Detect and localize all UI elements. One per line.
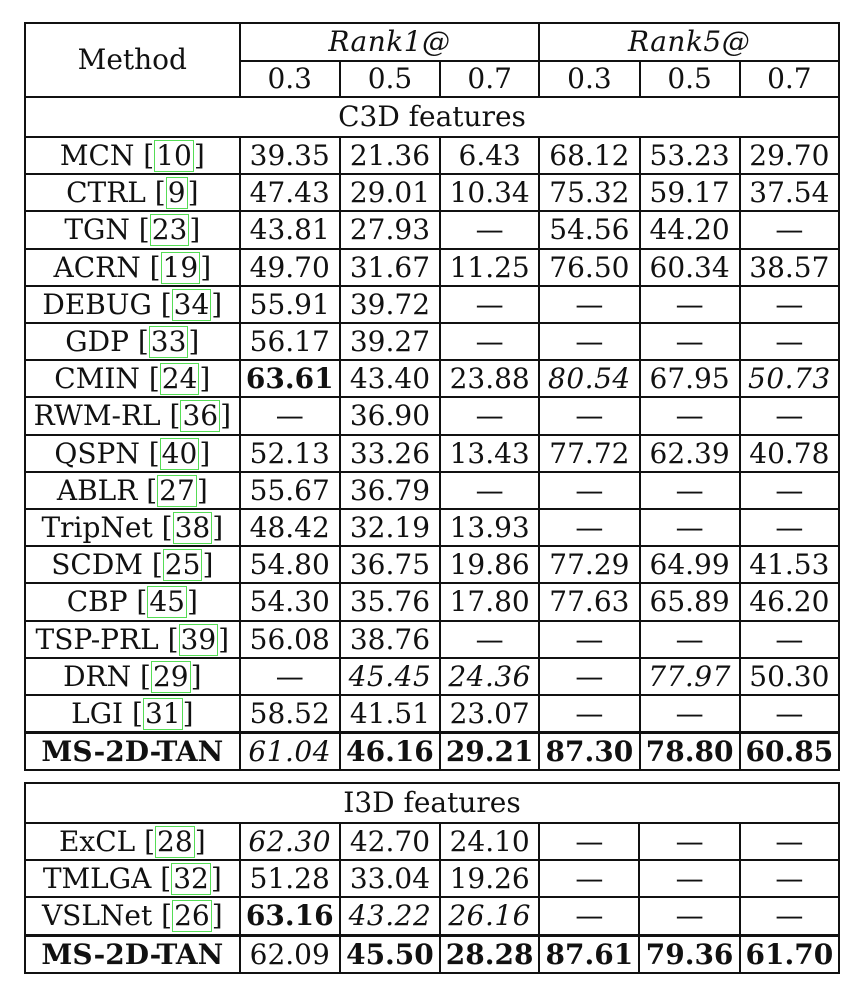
- method-name: CMIN: [54, 362, 140, 396]
- citation-link[interactable]: 9: [167, 176, 186, 210]
- value-cell: 68.12: [539, 137, 639, 174]
- method-name-cell: CTRL [9]: [25, 174, 240, 211]
- value-cell: —: [640, 397, 740, 434]
- table-row-ours: [25, 935, 839, 973]
- value-cell: —: [640, 695, 740, 733]
- value-cell: 39.72: [340, 286, 440, 323]
- table-row: [25, 823, 839, 860]
- citation-link[interactable]: 34: [173, 287, 210, 321]
- value-cell: 45.50: [340, 935, 440, 973]
- value-cell: —: [740, 472, 839, 509]
- method-name: TMLGA: [42, 862, 152, 896]
- value-cell: 77.97: [640, 658, 740, 695]
- table-row: [25, 472, 839, 509]
- citation-link[interactable]: 32: [173, 862, 209, 896]
- citation-link[interactable]: 19: [162, 250, 199, 284]
- value-cell: 79.36: [639, 935, 739, 973]
- method-name: TGN: [64, 213, 130, 247]
- method-name-cell: GDP [33]: [25, 323, 240, 360]
- value-cell: 76.50: [539, 249, 639, 286]
- table-row: [25, 695, 839, 733]
- value-cell: 17.80: [440, 583, 539, 620]
- method-name: LGI: [71, 697, 124, 731]
- value-cell: 87.30: [539, 733, 639, 771]
- threshold-header: 0.7: [440, 61, 539, 97]
- citation-link[interactable]: 38: [174, 511, 211, 545]
- value-cell: 42.70: [340, 823, 440, 860]
- value-cell: 32.19: [340, 509, 440, 546]
- value-cell: 28.28: [440, 935, 539, 973]
- citation-link[interactable]: 23: [151, 213, 188, 247]
- value-cell: 37.54: [740, 174, 839, 211]
- method-name-cell: [25, 935, 240, 973]
- value-cell: 13.93: [440, 509, 539, 546]
- section-title-c3d: C3D features: [25, 97, 839, 137]
- value-cell: —: [740, 211, 839, 248]
- value-cell: 75.32: [539, 174, 639, 211]
- method-name-cell: ExCL [28]: [25, 823, 240, 860]
- citation-link[interactable]: 45: [149, 585, 185, 619]
- value-cell: 60.34: [640, 249, 740, 286]
- value-cell: —: [539, 472, 639, 509]
- value-cell: —: [539, 509, 639, 546]
- value-cell: 40.78: [740, 435, 839, 472]
- value-cell: 19.86: [440, 546, 539, 583]
- value-cell: 43.40: [340, 360, 440, 397]
- value-cell: —: [740, 860, 839, 897]
- value-cell: 35.76: [340, 583, 440, 620]
- citation-link[interactable]: 36: [182, 399, 219, 433]
- method-name-cell: VSLNet [26]: [25, 897, 240, 935]
- value-cell: —: [740, 695, 839, 733]
- value-cell: 31.67: [340, 249, 440, 286]
- value-cell: —: [539, 897, 639, 935]
- value-cell: —: [740, 509, 839, 546]
- value-cell: 63.16: [240, 897, 340, 935]
- value-cell: 36.90: [340, 397, 440, 434]
- value-cell: —: [640, 323, 740, 360]
- table-row: [25, 323, 839, 360]
- value-cell: 54.80: [240, 546, 340, 583]
- table-row: [25, 360, 839, 397]
- value-cell: 21.36: [340, 137, 440, 174]
- method-name: SCDM: [51, 548, 143, 582]
- citation-link[interactable]: 31: [144, 697, 181, 731]
- table-row: [25, 897, 839, 935]
- value-cell: 10.34: [440, 174, 539, 211]
- method-name-cell: DRN [29]: [25, 658, 240, 695]
- method-name: TripNet: [41, 511, 153, 545]
- citation-link[interactable]: 39: [180, 622, 217, 656]
- value-cell: —: [440, 472, 539, 509]
- value-cell: 62.39: [640, 435, 740, 472]
- value-cell: 41.51: [340, 695, 440, 733]
- value-cell: 78.80: [640, 733, 740, 771]
- rank1-header: Rank1@: [240, 23, 540, 61]
- value-cell: 46.16: [340, 733, 440, 771]
- i3d-table-body: [25, 783, 839, 973]
- value-cell: —: [539, 323, 639, 360]
- value-cell: 11.25: [440, 249, 539, 286]
- value-cell: 54.30: [240, 583, 340, 620]
- method-name-cell: [25, 733, 240, 771]
- method-name: CTRL: [66, 176, 146, 210]
- rank5-header: Rank5@: [539, 23, 839, 61]
- value-cell: 39.35: [240, 137, 340, 174]
- value-cell: 50.30: [740, 658, 839, 695]
- value-cell: —: [740, 823, 839, 860]
- method-name-cell: LGI [31]: [25, 695, 240, 733]
- method-name-cell: RWM-RL [36]: [25, 397, 240, 434]
- value-cell: 61.04: [240, 733, 340, 771]
- value-cell: 19.26: [440, 860, 539, 897]
- value-cell: 65.89: [640, 583, 740, 620]
- value-cell: 41.53: [740, 546, 839, 583]
- method-name: MCN: [59, 139, 135, 172]
- value-cell: 36.75: [340, 546, 440, 583]
- table-row: [25, 137, 839, 174]
- citation-link[interactable]: 28: [157, 825, 193, 858]
- value-cell: 49.70: [240, 249, 340, 286]
- value-cell: 52.13: [240, 435, 340, 472]
- value-cell: 77.72: [539, 435, 639, 472]
- method-name: RWM-RL: [33, 399, 161, 433]
- value-cell: —: [740, 897, 839, 935]
- value-cell: —: [640, 286, 740, 323]
- table-row: [25, 286, 839, 323]
- value-cell: —: [740, 323, 839, 360]
- value-cell: 44.20: [640, 211, 740, 248]
- results-table-i3d: [24, 782, 840, 974]
- method-name-cell: ABLR [27]: [25, 472, 240, 509]
- method-name: VSLNet: [41, 899, 153, 933]
- value-cell: 51.28: [240, 860, 340, 897]
- method-name: DRN: [63, 659, 132, 693]
- method-name: QSPN: [54, 436, 140, 470]
- table-row: [25, 583, 839, 620]
- value-cell: 54.56: [539, 211, 639, 248]
- section-title-i3d: I3D features: [25, 783, 839, 823]
- threshold-header: 0.5: [340, 61, 440, 97]
- method-name-cell: MCN [10]: [25, 137, 240, 174]
- value-cell: 61.70: [740, 935, 839, 973]
- value-cell: —: [539, 286, 639, 323]
- table-row: [25, 397, 839, 434]
- value-cell: —: [440, 397, 539, 434]
- citation-link[interactable]: 40: [161, 436, 198, 470]
- threshold-header: 0.3: [240, 61, 340, 97]
- threshold-header: 0.7: [740, 61, 839, 97]
- value-cell: 27.93: [340, 211, 440, 248]
- citation-link[interactable]: 24: [161, 362, 198, 396]
- value-cell: —: [539, 397, 639, 434]
- value-cell: 50.73: [740, 360, 839, 397]
- table-row: [25, 509, 839, 546]
- method-name: MS-2D-TAN: [41, 735, 224, 769]
- citation-link[interactable]: 25: [164, 548, 201, 582]
- c3d-table-body: [25, 23, 839, 770]
- citation-link[interactable]: 33: [150, 325, 187, 359]
- value-cell: —: [639, 860, 739, 897]
- method-name-cell: CBP [45]: [25, 583, 240, 620]
- value-cell: —: [539, 621, 639, 658]
- table-row: [25, 621, 839, 658]
- table-row: [25, 249, 839, 286]
- value-cell: 29.70: [740, 137, 839, 174]
- value-cell: 43.22: [340, 897, 440, 935]
- method-name: ABLR: [56, 473, 138, 507]
- method-name: TSP-PRL: [35, 622, 159, 656]
- value-cell: —: [440, 323, 539, 360]
- value-cell: 6.43: [440, 137, 539, 174]
- value-cell: —: [740, 397, 839, 434]
- value-cell: —: [240, 397, 340, 434]
- value-cell: 13.43: [440, 435, 539, 472]
- citation-link[interactable]: 29: [152, 659, 189, 693]
- value-cell: 62.30: [240, 823, 340, 860]
- value-cell: —: [740, 286, 839, 323]
- value-cell: 60.85: [740, 733, 839, 771]
- method-name: DEBUG: [42, 287, 152, 321]
- value-cell: —: [639, 823, 739, 860]
- value-cell: 36.79: [340, 472, 440, 509]
- value-cell: 56.17: [240, 323, 340, 360]
- table-row-ours: [25, 733, 839, 771]
- value-cell: 24.36: [440, 658, 539, 695]
- value-cell: 38.76: [340, 621, 440, 658]
- method-header: Method: [25, 23, 240, 97]
- value-cell: —: [440, 286, 539, 323]
- value-cell: 55.67: [240, 472, 340, 509]
- value-cell: —: [640, 509, 740, 546]
- value-cell: —: [740, 621, 839, 658]
- results-table-c3d: [24, 22, 840, 771]
- value-cell: 29.21: [440, 733, 539, 771]
- method-name: CBP: [66, 585, 128, 619]
- method-name-cell: TripNet [38]: [25, 509, 240, 546]
- value-cell: 87.61: [539, 935, 639, 973]
- value-cell: 67.95: [640, 360, 740, 397]
- value-cell: 39.27: [340, 323, 440, 360]
- value-cell: 77.29: [539, 546, 639, 583]
- method-name-cell: ACRN [19]: [25, 249, 240, 286]
- citation-link[interactable]: 10: [156, 139, 192, 172]
- value-cell: 53.23: [640, 137, 740, 174]
- value-cell: 64.99: [640, 546, 740, 583]
- table-row: [25, 860, 839, 897]
- value-cell: 33.26: [340, 435, 440, 472]
- value-cell: —: [539, 695, 639, 733]
- value-cell: —: [539, 860, 639, 897]
- value-cell: 80.54: [539, 360, 639, 397]
- value-cell: 62.09: [240, 935, 340, 973]
- table-row: [25, 435, 839, 472]
- value-cell: —: [440, 211, 539, 248]
- value-cell: 24.10: [440, 823, 539, 860]
- method-name: GDP: [65, 325, 129, 359]
- method-name-cell: TMLGA [32]: [25, 860, 240, 897]
- value-cell: —: [640, 472, 740, 509]
- value-cell: 29.01: [340, 174, 440, 211]
- value-cell: —: [639, 897, 739, 935]
- table-row: [25, 546, 839, 583]
- value-cell: 55.91: [240, 286, 340, 323]
- value-cell: 46.20: [740, 583, 839, 620]
- value-cell: 63.61: [240, 360, 340, 397]
- value-cell: 56.08: [240, 621, 340, 658]
- method-name-cell: DEBUG [34]: [25, 286, 240, 323]
- value-cell: 47.43: [240, 174, 340, 211]
- table-row: [25, 658, 839, 695]
- method-name-cell: TSP-PRL [39]: [25, 621, 240, 658]
- value-cell: 59.17: [640, 174, 740, 211]
- value-cell: 33.04: [340, 860, 440, 897]
- value-cell: —: [539, 658, 639, 695]
- method-name-cell: TGN [23]: [25, 211, 240, 248]
- method-name-cell: SCDM [25]: [25, 546, 240, 583]
- value-cell: 26.16: [440, 897, 539, 935]
- value-cell: 23.88: [440, 360, 539, 397]
- value-cell: 45.45: [340, 658, 440, 695]
- value-cell: 77.63: [539, 583, 639, 620]
- method-name: MS-2D-TAN: [41, 937, 224, 971]
- value-cell: 38.57: [740, 249, 839, 286]
- value-cell: 58.52: [240, 695, 340, 733]
- method-name-cell: QSPN [40]: [25, 435, 240, 472]
- value-cell: 23.07: [440, 695, 539, 733]
- value-cell: 43.81: [240, 211, 340, 248]
- method-name: ACRN: [53, 250, 141, 284]
- citation-link[interactable]: 26: [174, 899, 210, 933]
- threshold-header: 0.3: [539, 61, 639, 97]
- threshold-header: 0.5: [640, 61, 740, 97]
- citation-link[interactable]: 27: [159, 473, 195, 507]
- value-cell: —: [440, 621, 539, 658]
- table-row: [25, 211, 839, 248]
- value-cell: —: [240, 658, 340, 695]
- method-name-cell: CMIN [24]: [25, 360, 240, 397]
- table-row: [25, 174, 839, 211]
- value-cell: —: [539, 823, 639, 860]
- value-cell: 48.42: [240, 509, 340, 546]
- method-name: ExCL: [58, 825, 136, 858]
- value-cell: —: [640, 621, 740, 658]
